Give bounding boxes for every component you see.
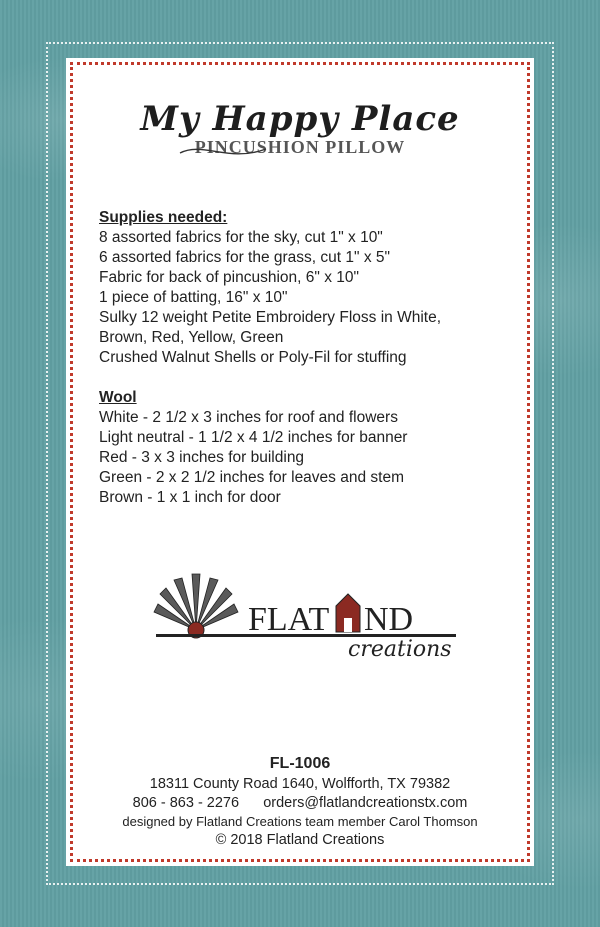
title-block (73, 99, 527, 158)
supply-item: 8 assorted fabrics for the sky, cut 1" x 10" (99, 229, 383, 246)
logo-flat-text: FLAT (248, 601, 330, 638)
flatland-creations-logo (148, 570, 468, 660)
supplies-heading: Supplies needed: (99, 209, 228, 226)
logo-creations-text: creations (348, 637, 452, 660)
wool-item: Light neutral - 1 1/2 x 4 1/2 inches for banner (99, 429, 408, 446)
wool-item: Green - 2 x 2 1/2 inches for leaves and stem (99, 469, 404, 486)
supply-item: 1 piece of batting, 16" x 10" (99, 289, 288, 306)
supply-item: Fabric for back of pincushion, 6" x 10" (99, 269, 359, 286)
pattern-code: FL-1006 (269, 755, 331, 772)
contact-line: 806 - 863 - 2276 orders@flatlandcreationstx.com (132, 795, 468, 811)
supply-item: Brown, Red, Yellow, Green (99, 329, 284, 346)
windmill-icon (154, 574, 238, 638)
copyright: © 2018 Flatland Creations (215, 832, 385, 848)
pattern-card (70, 62, 530, 862)
address: 18311 County Road 1640, Wolfforth, TX 79382 (149, 776, 451, 792)
wool-item: Red - 3 x 3 inches for building (99, 449, 305, 466)
footer (73, 755, 527, 850)
barn-icon (336, 594, 360, 632)
supply-item: Sulky 12 weight Petite Embroidery Floss in White, (99, 309, 441, 326)
page-title: My Happy Place (140, 99, 460, 139)
swash-decoration-icon (178, 139, 268, 161)
wool-heading: Wool (99, 389, 137, 406)
designer-credit: designed by Flatland Creations team member Carol Thomson (122, 814, 478, 829)
wool-item: Brown - 1 x 1 inch for door (99, 489, 281, 506)
supply-list (99, 208, 519, 508)
page-subtitle: PINCUSHION PILLOW (194, 137, 406, 157)
logo-nd-text: ND (364, 601, 414, 638)
wool-item: White - 2 1/2 x 3 inches for roof and flowers (99, 409, 398, 426)
supply-item: 6 assorted fabrics for the grass, cut 1" x 5" (99, 249, 390, 266)
supply-item: Crushed Walnut Shells or Poly-Fil for stuffing (99, 349, 407, 366)
